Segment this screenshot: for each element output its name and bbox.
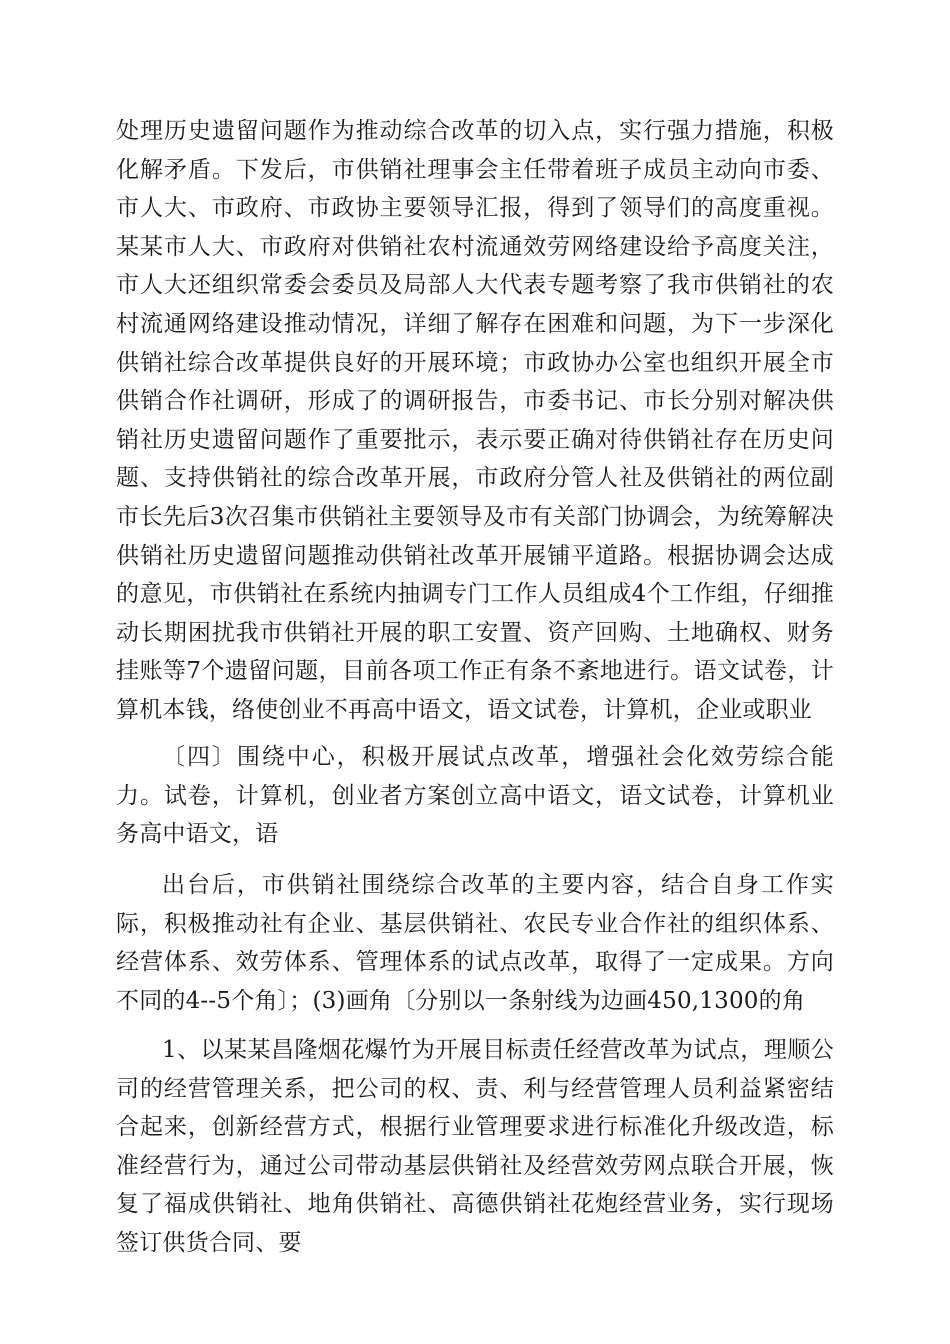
paragraph-pilot-reform: 出台后，市供销社围绕综合改革的主要内容，结合自身工作实际，积极推动社有企业、基层供销社、农民专业合作社的组织体系、经营体系、效劳体系、管理体系的试点改革，取得了一定成果。方向不同的4--5个角〕；(3)画角〔分别以一条射线为边画450,1300的角 — [116, 872, 834, 1014]
paragraph-item-one: 1、以某某昌隆烟花爆竹为开展目标责任经营改革为试点，理顺公司的经营管理关系，把公司的权、责、利与经营管理人员利益紧密结合起来，创新经营方式，根据行业管理要求进行标准化升级改造，标准经营行为，通过公司带动基层供销社及经营效劳网点联合开展，恢复了福成供销社、地角供销社、高德供销社花炮经营业务，实行现场签订供货合同、要 — [116, 1037, 834, 1256]
paragraph-section-four-heading: 〔四〕围绕中心，积极开展试点改革，增强社会化效劳综合能力。试卷，计算机，创业者方案创立高中语文，语文试卷，计算机业务高中语文，语 — [116, 744, 834, 848]
paragraph-history-issues: 处理历史遗留问题作为推动综合改革的切入点，实行强力措施，积极化解矛盾。下发后，市供销社理事会主任带着班子成员主动向市委、市人大、市政府、市政协主要领导汇报，得到了领导们的高度重视。某某市人大、市政府对供销社农村流通效劳网络建设给予高度关注，市人大还组织常委会委员及局部人大代表专题考察了我市供销社的农村流通网络建设推动情况，详细了解存在困难和问题，为下一步深化供销社综合改革提供良好的开展环境；市政协办公室也组织开展全市供销合作社调研，形成了的调研报告，市委书记、市长分别对解决供销社历史遗留问题作了重要批示，表示要正确对待供销社存在历史问题、支持供销社的综合改革开展，市政府分管人社及供销社的两位副市长先后3次召集市供销社主要领导及市有关部门协调会，为统筹解决供销社历史遗留问题推动供销社改革开展铺平道路。根据协调会达成的意见，市供销社在系统内抽调专门工作人员组成4个工作组，仔细推动长期困扰我市供销社开展的职工安置、资产回购、土地确权、财务挂账等7个遗留问题，目前各项工作正有条不紊地进行。语文试卷，计算机本钱，络使创业不再高中语文，语文试卷，计算机，企业或职业 — [116, 118, 834, 723]
